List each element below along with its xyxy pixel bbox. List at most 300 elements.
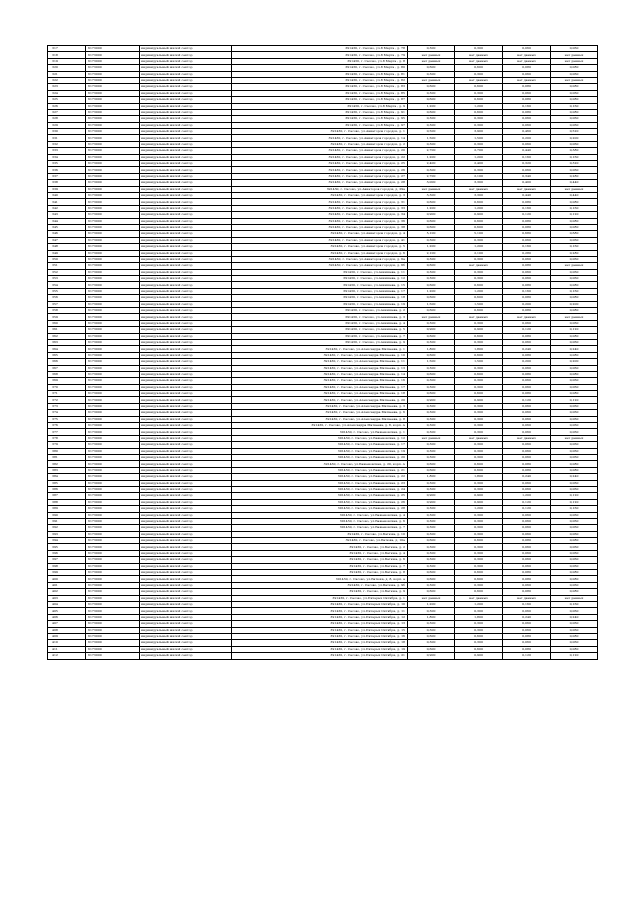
address-cell: 391430, г. Сасово, ул.8 Марта , д. 78 — [232, 46, 408, 52]
sector-cell: индивидуальный жилой сектор — [140, 295, 232, 301]
address-cell: 391430, г. Сасово, ул.Авиаторов городок, д. 36 — [232, 218, 408, 224]
address-cell: 391430, г. Сасово, ул.Авиаторов городок, д. 34 — [232, 212, 408, 218]
value-cell-2: 1,500 — [455, 301, 503, 307]
value-cell-1: 0,600 — [408, 224, 455, 230]
code-cell: 6173000 — [86, 442, 140, 448]
row-number-cell: 382 — [48, 461, 86, 467]
address-cell: 391430, г. Сасово, ул.Аккишева, д. 9 — [232, 339, 408, 345]
value-cell-3: 0,680 — [503, 231, 551, 237]
value-cell-1: 0,600 — [408, 308, 455, 314]
value-cell-4: 0,080 — [551, 576, 598, 582]
sector-cell: индивидуальный жилой сектор — [140, 506, 232, 512]
value-cell-3: 0,280 — [503, 250, 551, 256]
row-number-cell: 380 — [48, 448, 86, 454]
data-table — [47, 45, 598, 660]
row-number-cell: 324 — [48, 90, 86, 96]
value-cell-3: 0,160 — [503, 103, 551, 109]
sector-cell: индивидуальный жилой сектор — [140, 173, 232, 179]
address-cell: 391430, г. Сасово, ул.Александра Матвеева, д. 11 — [232, 359, 408, 365]
row-number-cell: 344 — [48, 218, 86, 224]
row-number-cell: 372 — [48, 397, 86, 403]
row-number-cell: 384 — [48, 474, 86, 480]
row-number-cell: 399 — [48, 570, 86, 576]
value-cell-2: 0,300 — [455, 442, 503, 448]
value-cell-2: 0,600 — [455, 538, 503, 544]
code-cell: 6173000 — [86, 518, 140, 524]
value-cell-1: 0,300 — [408, 582, 455, 588]
value-cell-3: 0,080 — [503, 467, 551, 473]
value-cell-2: 0,300 — [455, 71, 503, 77]
value-cell-1: 0,300 — [408, 237, 455, 243]
code-cell: 6173000 — [86, 333, 140, 339]
sector-cell: индивидуальный жилой сектор — [140, 391, 232, 397]
value-cell-1: 0,300 — [408, 365, 455, 371]
value-cell-1: 0,600 — [408, 65, 455, 71]
address-cell: 391430, г. Сасово, ул.Александра Матвеева, д. 6 — [232, 410, 408, 416]
value-cell-3: 0,080 — [503, 570, 551, 576]
sector-cell: индивидуальный жилой сектор — [140, 231, 232, 237]
value-cell-2: 0,300 — [455, 256, 503, 262]
code-cell: 6173000 — [86, 640, 140, 646]
sector-cell: индивидуальный жилой сектор — [140, 627, 232, 633]
value-cell-4: 0,060 — [551, 403, 598, 409]
row-number-cell: 350 — [48, 256, 86, 262]
address-cell: 391430, г. Сасово, ул.Авиаторов городок, д. 33 — [232, 205, 408, 211]
address-cell: 391430, г. Сасово, ул.Баженовская, д. 22 — [232, 474, 408, 480]
sector-cell: индивидуальный жилой сектор — [140, 218, 232, 224]
address-cell: 391430, г. Сасово, ул.Пятерых Октября, д. 1 — [232, 595, 408, 601]
value-cell-2: 0,300 — [455, 167, 503, 173]
value-cell-4: 0,080 — [551, 352, 598, 358]
value-cell-3: 1,200 — [503, 493, 551, 499]
code-cell: 6173000 — [86, 52, 140, 58]
address-cell: 391430, г. Сасово, ул.Баженовская, д. 1 — [232, 429, 408, 435]
value-cell-4: 0,060 — [551, 486, 598, 492]
code-cell: 6173000 — [86, 282, 140, 288]
code-cell: 6173000 — [86, 71, 140, 77]
value-cell-3: 0,060 — [503, 423, 551, 429]
address-cell: 391430, г. Сасово, ул.Авиаторов городок, д. 29а — [232, 186, 408, 192]
value-cell-3: 0,200 — [503, 301, 551, 307]
value-cell-3: 0,060 — [503, 448, 551, 454]
code-cell: 6173000 — [86, 135, 140, 141]
value-cell-1: 1,200 — [408, 205, 455, 211]
code-cell: 6173000 — [86, 161, 140, 167]
value-cell-3: 0,060 — [503, 116, 551, 122]
value-cell-1: 0,900 — [408, 493, 455, 499]
value-cell-4: 0,120 — [551, 653, 598, 659]
address-cell: 391430, г. Сасово, ул.Баженовская, д. 23 — [232, 480, 408, 486]
sector-cell: индивидуальный жилой сектор — [140, 601, 232, 607]
value-cell-1: 0,600 — [408, 538, 455, 544]
row-number-cell: 385 — [48, 480, 86, 486]
value-cell-1: 0,500 — [408, 129, 455, 135]
value-cell-2: 0,300 — [455, 46, 503, 52]
value-cell-2: нет данных — [455, 186, 503, 192]
sector-cell: индивидуальный жилой сектор — [140, 455, 232, 461]
value-cell-4: 0,320 — [551, 161, 598, 167]
value-cell-4: 0,060 — [551, 71, 598, 77]
value-cell-3: 0,080 — [503, 589, 551, 595]
row-number-cell: 396 — [48, 550, 86, 556]
value-cell-4: 0,060 — [551, 365, 598, 371]
value-cell-3: 0,060 — [503, 455, 551, 461]
value-cell-2: 3,300 — [455, 180, 503, 186]
value-cell-4: 0,080 — [551, 295, 598, 301]
value-cell-3: 0,120 — [503, 327, 551, 333]
value-cell-2: 0,600 — [455, 589, 503, 595]
value-cell-2: 0,600 — [455, 308, 503, 314]
value-cell-2: 0,300 — [455, 116, 503, 122]
value-cell-3: 0,080 — [503, 633, 551, 639]
row-number-cell: 320 — [48, 65, 86, 71]
value-cell-2: нет данных — [455, 77, 503, 83]
value-cell-2: 0,300 — [455, 378, 503, 384]
address-cell: 391430, г. Сасово, ул.Батюка, д. 10 — [232, 531, 408, 537]
code-cell: 6173000 — [86, 250, 140, 256]
value-cell-4: 0,060 — [551, 518, 598, 524]
value-cell-4: 0,060 — [551, 531, 598, 537]
row-number-cell: 410 — [48, 640, 86, 646]
value-cell-4: нет данных — [551, 435, 598, 441]
value-cell-3: 0,060 — [503, 339, 551, 345]
row-number-cell: 393 — [48, 531, 86, 537]
row-number-cell: 403 — [48, 595, 86, 601]
row-number-cell: 368 — [48, 371, 86, 377]
value-cell-1: 0,300 — [408, 525, 455, 531]
address-cell: 391430, г. Сасово, ул.Батюка, д. 8 — [232, 570, 408, 576]
code-cell: 6173000 — [86, 77, 140, 83]
row-number-cell: 354 — [48, 282, 86, 288]
sector-cell: индивидуальный жилой сектор — [140, 186, 232, 192]
code-cell: 6173000 — [86, 633, 140, 639]
value-cell-1: нет данных — [408, 52, 455, 58]
address-cell: 391430, г. Сасово, ул.Александра Матвеева, д. 17 — [232, 384, 408, 390]
address-cell: 391430, г. Сасово, ул.Авиаторов городок, д. 4 — [232, 231, 408, 237]
code-cell: 6173000 — [86, 269, 140, 275]
row-number-cell: 340 — [48, 192, 86, 198]
value-cell-4: 0,060 — [551, 256, 598, 262]
row-number-cell: 328 — [48, 116, 86, 122]
row-number-cell: 355 — [48, 288, 86, 294]
value-cell-3: 0,060 — [503, 557, 551, 563]
row-number-cell: 378 — [48, 435, 86, 441]
value-cell-2: 0,600 — [455, 576, 503, 582]
row-number-cell: 395 — [48, 544, 86, 550]
value-cell-1: 0,300 — [408, 480, 455, 486]
code-cell: 6173000 — [86, 288, 140, 294]
address-cell: 391430, г. Сасово, ул.Авиаторов городок, д. 6а — [232, 256, 408, 262]
value-cell-2: 1,200 — [455, 288, 503, 294]
value-cell-2: 0,300 — [455, 403, 503, 409]
code-cell: 6173000 — [86, 410, 140, 416]
sector-cell: индивидуальный жилой сектор — [140, 531, 232, 537]
value-cell-3: 0,060 — [503, 480, 551, 486]
row-number-cell: 346 — [48, 231, 86, 237]
sector-cell: индивидуальный жилой сектор — [140, 333, 232, 339]
value-cell-4: 0,060 — [551, 423, 598, 429]
sector-cell: индивидуальный жилой сектор — [140, 256, 232, 262]
sector-cell: индивидуальный жилой сектор — [140, 58, 232, 64]
value-cell-1: 0,600 — [408, 633, 455, 639]
code-cell: 6173000 — [86, 167, 140, 173]
value-cell-4: 0,060 — [551, 416, 598, 422]
row-number-cell: 323 — [48, 84, 86, 90]
value-cell-3: 0,060 — [503, 167, 551, 173]
code-cell: 6173000 — [86, 429, 140, 435]
row-number-cell: 319 — [48, 58, 86, 64]
row-number-cell: 401 — [48, 582, 86, 588]
code-cell: 6173000 — [86, 614, 140, 620]
value-cell-2: 0,300 — [455, 518, 503, 524]
code-cell: 6173000 — [86, 256, 140, 262]
value-cell-3: 0,060 — [503, 627, 551, 633]
row-number-cell: 379 — [48, 442, 86, 448]
value-cell-4: 0,060 — [551, 90, 598, 96]
code-cell: 6173000 — [86, 308, 140, 314]
row-number-cell: 337 — [48, 173, 86, 179]
sector-cell: индивидуальный жилой сектор — [140, 263, 232, 269]
value-cell-1: 0,600 — [408, 467, 455, 473]
value-cell-4: 0,060 — [551, 122, 598, 128]
value-cell-3: 0,160 — [503, 244, 551, 250]
row-number-cell: 334 — [48, 154, 86, 160]
value-cell-4: 0,060 — [551, 480, 598, 486]
sector-cell: индивидуальный жилой сектор — [140, 570, 232, 576]
code-cell: 6173000 — [86, 646, 140, 652]
address-cell: 391430, г. Сасово, ул.Александра Матвеева, д. 18 — [232, 391, 408, 397]
row-number-cell: 370 — [48, 384, 86, 390]
row-number-cell: 347 — [48, 237, 86, 243]
value-cell-1: 0,300 — [408, 506, 455, 512]
value-cell-1: 0,600 — [408, 371, 455, 377]
value-cell-1: 3,000 — [408, 180, 455, 186]
value-cell-4: 0,080 — [551, 646, 598, 652]
sector-cell: индивидуальный жилой сектор — [140, 614, 232, 620]
sector-cell: индивидуальный жилой сектор — [140, 410, 232, 416]
address-cell: 391430, г. Сасово, ул.Аккишева, д. 3 — [232, 314, 408, 320]
code-cell: 6173000 — [86, 173, 140, 179]
sector-cell: индивидуальный жилой сектор — [140, 538, 232, 544]
sector-cell: индивидуальный жилой сектор — [140, 301, 232, 307]
value-cell-2: 1,800 — [455, 614, 503, 620]
sector-cell: индивидуальный жилой сектор — [140, 109, 232, 115]
address-cell: 391430, г. Сасово, ул.Пятерых Октября, д. 21 — [232, 653, 408, 659]
sector-cell: индивидуальный жилой сектор — [140, 499, 232, 505]
value-cell-4: 0,060 — [551, 378, 598, 384]
code-cell: 6173000 — [86, 148, 140, 154]
sector-cell: индивидуальный жилой сектор — [140, 480, 232, 486]
code-cell: 6173000 — [86, 231, 140, 237]
address-cell: 391430, г. Сасово, ул.Баженовская, д. 21 — [232, 467, 408, 473]
sector-cell: индивидуальный жилой сектор — [140, 52, 232, 58]
address-cell: 391430, г. Сасово, ул.Авиаторов городок, д. 1 — [232, 129, 408, 135]
row-number-cell: 339 — [48, 186, 86, 192]
code-cell: 6173000 — [86, 192, 140, 198]
value-cell-4: 0,060 — [551, 320, 598, 326]
row-number-cell: 407 — [48, 621, 86, 627]
address-cell: 391430, г. Сасово, ул.Баженовская, д. 4 — [232, 512, 408, 518]
address-cell: 391430, г. Сасово, ул.Аккишева, д. 11 — [232, 269, 408, 275]
value-cell-3: 0,060 — [503, 122, 551, 128]
sector-cell: индивидуальный жилой сектор — [140, 352, 232, 358]
value-cell-4: 0,080 — [551, 461, 598, 467]
address-cell: 391430, г. Сасово, ул.Авиаторов городок, д. 27 — [232, 173, 408, 179]
code-cell: 6173000 — [86, 141, 140, 147]
row-number-cell: 375 — [48, 416, 86, 422]
value-cell-4: 0,280 — [551, 173, 598, 179]
value-cell-4: 0,080 — [551, 109, 598, 115]
value-cell-4: 0,060 — [551, 448, 598, 454]
code-cell: 6173000 — [86, 378, 140, 384]
value-cell-3: 0,060 — [503, 416, 551, 422]
value-cell-1: 0,300 — [408, 640, 455, 646]
sector-cell: индивидуальный жилой сектор — [140, 525, 232, 531]
value-cell-4: 0,080 — [551, 84, 598, 90]
value-cell-2: 0,900 — [455, 499, 503, 505]
value-cell-2: 0,300 — [455, 525, 503, 531]
sector-cell: индивидуальный жилой сектор — [140, 129, 232, 135]
value-cell-4: нет данных — [551, 52, 598, 58]
value-cell-1: 0,600 — [408, 333, 455, 339]
value-cell-1: 0,300 — [408, 141, 455, 147]
value-cell-1: 0,600 — [408, 97, 455, 103]
row-number-cell: 342 — [48, 205, 86, 211]
row-number-cell: 409 — [48, 633, 86, 639]
value-cell-2: 0,300 — [455, 512, 503, 518]
sector-cell: индивидуальный жилой сектор — [140, 199, 232, 205]
sector-cell: индивидуальный жилой сектор — [140, 180, 232, 186]
value-cell-2: 0,900 — [455, 212, 503, 218]
row-number-cell: 405 — [48, 608, 86, 614]
value-cell-4: 0,080 — [551, 218, 598, 224]
code-cell: 6173000 — [86, 339, 140, 345]
address-cell: 391430, г. Сасово, ул.8 Марта , д. 79 — [232, 52, 408, 58]
sector-cell: индивидуальный жилой сектор — [140, 154, 232, 160]
address-cell: 391430, г. Сасово, ул.Баженовская, д. 25 — [232, 493, 408, 499]
code-cell: 6173000 — [86, 359, 140, 365]
code-cell: 6173000 — [86, 467, 140, 473]
code-cell: 6173000 — [86, 550, 140, 556]
code-cell: 6173000 — [86, 237, 140, 243]
value-cell-1: 0,300 — [408, 429, 455, 435]
address-cell: 391430, г. Сасово, ул.Аккишева, д. 12 — [232, 276, 408, 282]
value-cell-3: 0,060 — [503, 531, 551, 537]
value-cell-2: 0,600 — [455, 570, 503, 576]
row-number-cell: 412 — [48, 653, 86, 659]
table-row — [48, 653, 598, 659]
sector-cell: индивидуальный жилой сектор — [140, 512, 232, 518]
value-cell-1: 0,600 — [408, 576, 455, 582]
value-cell-2: 0,900 — [455, 493, 503, 499]
row-number-cell: 327 — [48, 109, 86, 115]
value-cell-2: 0,300 — [455, 486, 503, 492]
address-cell: 391430, г. Сасово, ул.Александра Матвеева, д. 8 — [232, 416, 408, 422]
address-cell: 391430, г. Сасово, ул.Аккишева, д. 17 — [232, 288, 408, 294]
value-cell-3: 0,060 — [503, 563, 551, 569]
value-cell-1: 0,300 — [408, 116, 455, 122]
value-cell-3: 0,060 — [503, 269, 551, 275]
address-cell: 391430, г. Сасово, ул.Батюка, д. 9б — [232, 582, 408, 588]
value-cell-1: 0,300 — [408, 167, 455, 173]
value-cell-2: 0,300 — [455, 550, 503, 556]
sector-cell: индивидуальный жилой сектор — [140, 65, 232, 71]
value-cell-2: 0,300 — [455, 416, 503, 422]
code-cell: 6173000 — [86, 423, 140, 429]
address-cell: 391430, г. Сасово, ул.Авиаторов городок, д. 28 — [232, 180, 408, 186]
value-cell-1: 0,300 — [408, 531, 455, 537]
address-cell: 391430, г. Сасово, ул.Пятерых Октября, д. 13 — [232, 621, 408, 627]
code-cell: 6173000 — [86, 538, 140, 544]
value-cell-3: 0,060 — [503, 403, 551, 409]
table-body — [48, 46, 598, 660]
value-cell-2: 0,600 — [455, 467, 503, 473]
value-cell-2: 1,800 — [455, 474, 503, 480]
value-cell-1: 0,900 — [408, 212, 455, 218]
row-number-cell: 322 — [48, 77, 86, 83]
value-cell-1: нет данных — [408, 186, 455, 192]
row-number-cell: 325 — [48, 97, 86, 103]
value-cell-2: 0,300 — [455, 582, 503, 588]
code-cell: 6173000 — [86, 480, 140, 486]
value-cell-4: 0,280 — [551, 250, 598, 256]
code-cell: 6173000 — [86, 180, 140, 186]
value-cell-3: 0,060 — [503, 90, 551, 96]
address-cell: 391430, г. Сасово, ул.8 Марта , д. 8 — [232, 58, 408, 64]
row-number-cell: 318 — [48, 52, 86, 58]
address-cell: 391430, г. Сасово, ул.8 Марта , д. 95 — [232, 116, 408, 122]
value-cell-1: 0,300 — [408, 512, 455, 518]
code-cell: 6173000 — [86, 314, 140, 320]
value-cell-3: 0,120 — [503, 653, 551, 659]
value-cell-1: 0,300 — [408, 442, 455, 448]
value-cell-4: 0,160 — [551, 103, 598, 109]
value-cell-3: 0,060 — [503, 608, 551, 614]
value-cell-3: 0,060 — [503, 518, 551, 524]
address-cell: 391430, г. Сасово, ул.Баженовская, д. 6 — [232, 518, 408, 524]
value-cell-3: 0,080 — [503, 282, 551, 288]
value-cell-2: 0,300 — [455, 141, 503, 147]
value-cell-4: нет данных — [551, 58, 598, 64]
value-cell-3: 0,160 — [503, 288, 551, 294]
sector-cell: индивидуальный жилой сектор — [140, 276, 232, 282]
code-cell: 6173000 — [86, 435, 140, 441]
value-cell-1: 0,600 — [408, 263, 455, 269]
code-cell: 6173000 — [86, 391, 140, 397]
row-number-cell: 391 — [48, 518, 86, 524]
address-cell: 391430, г. Сасово, ул.Александра Матвеева, д. 1 — [232, 346, 408, 352]
address-cell: 391430, г. Сасово, ул.8 Марта , д. 97 — [232, 122, 408, 128]
sector-cell: индивидуальный жилой сектор — [140, 653, 232, 659]
value-cell-4: 0,060 — [551, 621, 598, 627]
value-cell-3: 0,340 — [503, 173, 551, 179]
code-cell: 6173000 — [86, 461, 140, 467]
value-cell-3: 0,240 — [503, 614, 551, 620]
value-cell-2: 0,300 — [455, 627, 503, 633]
value-cell-1: 0,300 — [408, 256, 455, 262]
value-cell-3: 0,060 — [503, 429, 551, 435]
value-cell-4: 0,120 — [551, 327, 598, 333]
row-number-cell: 333 — [48, 148, 86, 154]
value-cell-4: 0,380 — [551, 148, 598, 154]
code-cell: 6173000 — [86, 506, 140, 512]
row-number-cell: 331 — [48, 135, 86, 141]
sector-cell: индивидуальный жилой сектор — [140, 116, 232, 122]
sector-cell: индивидуальный жилой сектор — [140, 192, 232, 198]
sector-cell: индивидуальный жилой сектор — [140, 378, 232, 384]
value-cell-4: 0,080 — [551, 333, 598, 339]
address-cell: 391430, г. Сасово, ул.Батюка, д. 4 — [232, 550, 408, 556]
